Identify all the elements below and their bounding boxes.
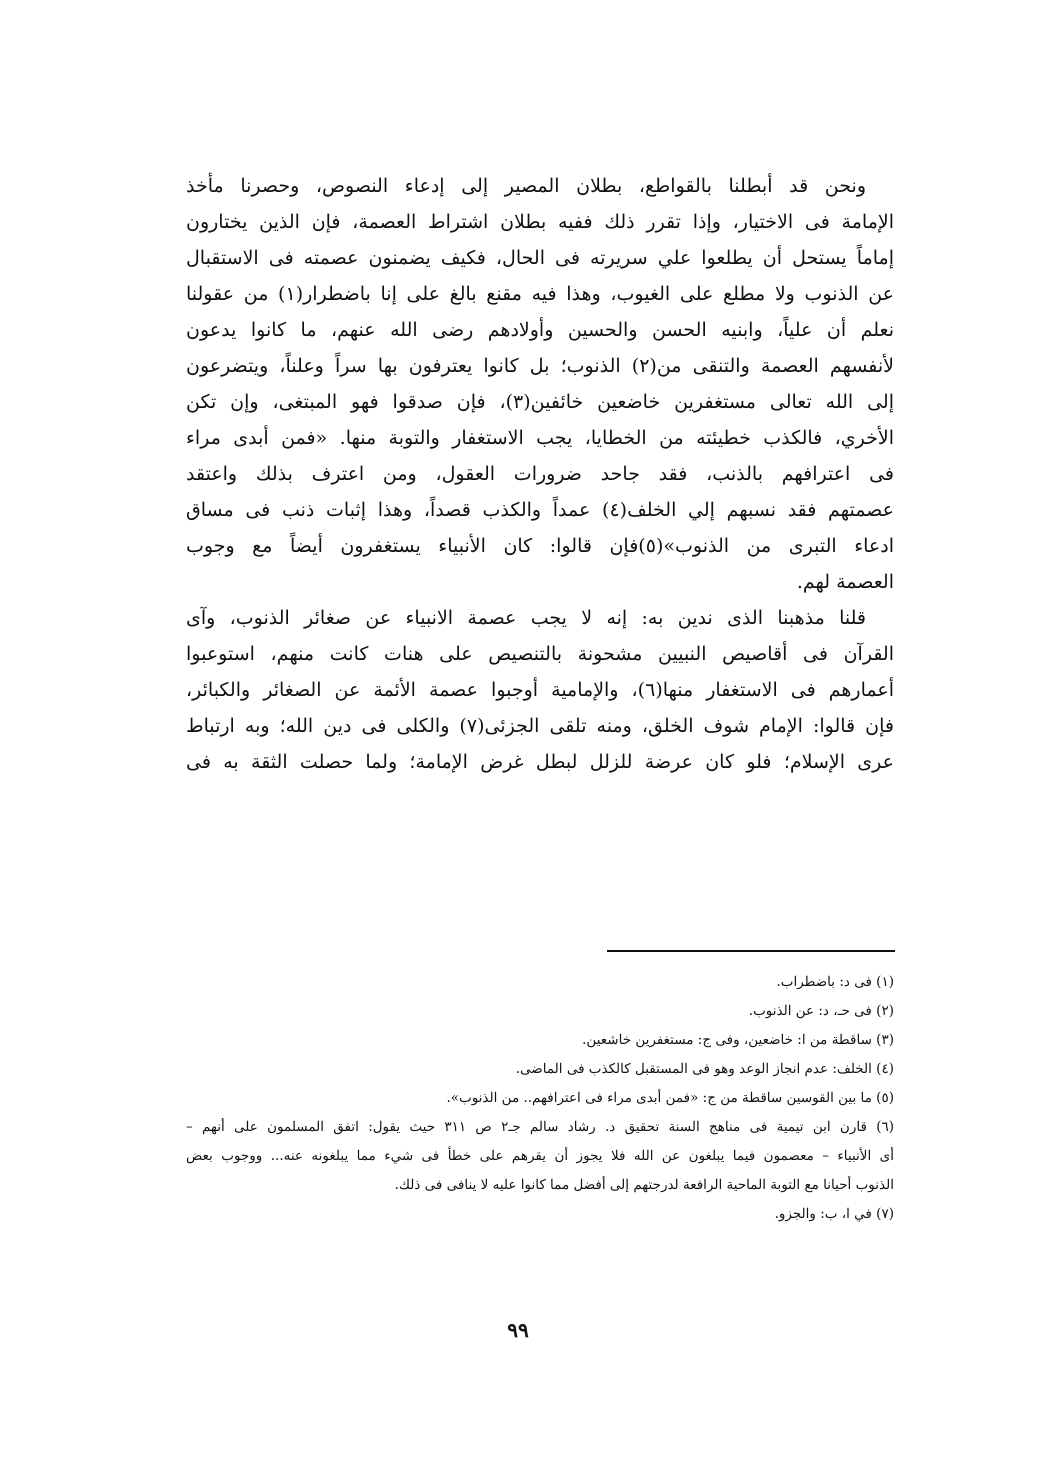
text-line: إلى الله تعالى مستغفرين خاضعين خائفين(٣)، فإن صدقوا فهو المبتغى، وإن تكن <box>186 391 894 413</box>
footnote-7: (٧) في ا، ب: والجزو. <box>774 1206 894 1222</box>
footnote-6: (٦) قارن ابن تيمية فى مناهج السنة تحقيق د. رشاد سالم جـ٢ ص ٣١١ حيث يقول: اتفق المسلمون على أنهم – <box>186 1119 894 1135</box>
text-line: عرى الإسلام؛ فلو كان عرضة للزلل لبطل غرض الإمامة؛ ولما حصلت الثقة به فى <box>186 751 894 773</box>
footnote-6-continued: الذنوب أحيانا مع التوبة الماحية الرافعة لدرجتهم إلى أفضل مما كانوا عليه لا ينافى فى ذلك. <box>394 1177 894 1193</box>
text-line: قلنا مذهبنا الذى ندين به: إنه لا يجب عصمة الانبياء عن صغائر الذنوب، وآى <box>186 607 866 629</box>
text-line: لأنفسهم العصمة والتنقى من(٢) الذنوب؛ بل كانوا يعترفون بها سراً وعلناً، ويتضرعون <box>186 355 894 377</box>
footnote-3: (٣) ساقطة من ا: خاضعين، وفى ج: مستغفرين خاشعين. <box>582 1032 894 1048</box>
text-line: أعمارهم فى الاستغفار منها(٦)، والإمامية أوجبوا عصمة الأئمة عن الصغائر والكبائر، <box>186 679 894 701</box>
page-number: ٩٩ <box>507 1318 529 1342</box>
text-line: عصمتهم فقد نسبهم إلي الخلف(٤) عمداً والكذب قصداً، وهذا إثبات ذنب فى مساق <box>186 499 894 521</box>
footnote-separator <box>607 950 895 952</box>
footnote-4: (٤) الخلف: عدم انجاز الوعد وهو فى المستقبل كالكذب فى الماضى. <box>515 1061 894 1077</box>
text-line: القرآن فى أقاصيص النبيين مشحونة بالتنصيص على هنات كانت منهم، استوعبوا <box>186 643 894 665</box>
footnote-5: (٥) ما بين القوسين ساقطة من ج: «فمن أبدى مراء فى اعترافهم.. من الذنوب». <box>446 1090 894 1106</box>
footnote-6-continued: أى الأنبياء – معصمون فيما يبلغون عن الله فلا يجوز أن يقرهم على خطأ فى شيء مما يبلغونه عنه... ووجوب بعض <box>186 1148 894 1164</box>
text-line: العصمة لهم. <box>796 571 894 593</box>
text-line: نعلم أن علياً، وابنيه الحسن والحسين وأولادهم رضى الله عنهم، ما كانوا يدعون <box>186 319 894 341</box>
footnotes <box>186 968 894 1229</box>
paragraph-1 <box>186 168 894 600</box>
text-line: فى اعترافهم بالذنب، فقد جاحد ضرورات العقول، ومن اعترف بذلك واعتقد <box>186 463 894 485</box>
paragraph-2 <box>186 600 894 780</box>
text-line: الإمامة فى الاختيار، وإذا تقرر ذلك ففيه بطلان اشتراط العصمة، فإن الذين يختارون <box>186 211 894 233</box>
footnote-2: (٢) فى حـ، د: عن الذنوب. <box>748 1003 894 1019</box>
text-line: فإن قالوا: الإمام شوف الخلق، ومنه تلقى الجزئى(٧) والكلى فى دين الله؛ وبه ارتباط <box>186 715 894 737</box>
main-text <box>186 168 894 780</box>
text-line: إماماً يستحل أن يطلعوا علي سريرته فى الحال، فكيف يضمنون عصمته فى الاستقبال <box>186 247 894 269</box>
text-line: ونحن قد أبطلنا بالقواطع، بطلان المصير إلى إدعاء النصوص، وحصرنا مأخذ <box>186 175 866 197</box>
text-line: ادعاء التبرى من الذنوب»(٥)فإن قالوا: كان الأنبياء يستغفرون أيضاً مع وجوب <box>186 535 894 557</box>
text-line: عن الذنوب ولا مطلع على الغيوب، وهذا فيه مقنع بالغ على إنا باضطرار(١) من عقولنا <box>186 283 894 305</box>
text-line: الأخري، فالكذب خطيئته من الخطايا، يجب الاستغفار والتوبة منها. «فمن أبدى مراء <box>186 427 894 449</box>
footnote-1: (١) فى د: باضطراب. <box>776 974 894 990</box>
